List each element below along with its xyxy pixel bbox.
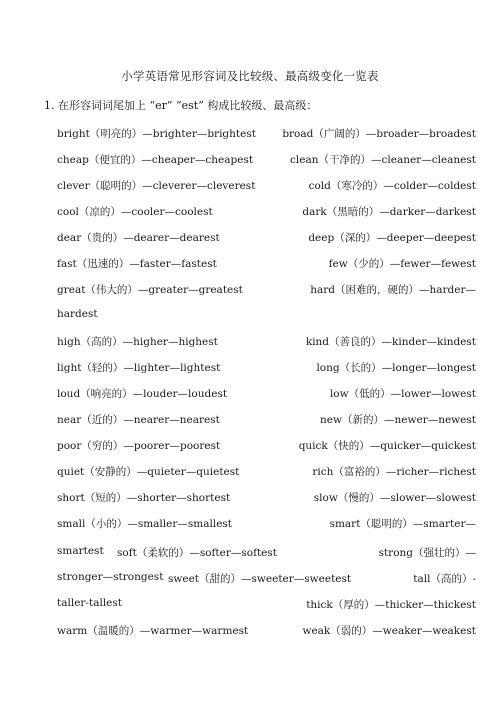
row-right-text: quick（快的）—quicker—quickest	[298, 440, 476, 452]
row-left-text: dear（贵的）—dearer—dearest	[57, 232, 220, 244]
row-left-text: bright（明亮的）—brighter—brightest	[57, 128, 256, 140]
row-right-text: few（少的）—fewer—fewest	[328, 258, 476, 270]
row-stronger-b: sweet（甜的）—sweeter—sweetest	[168, 573, 352, 585]
row-right-text: cold（寒冷的）—colder—coldest	[308, 180, 476, 192]
row-smartest-b: soft（柔软的）—softer—softest	[117, 547, 278, 559]
row-left-text: clever（聪明的）—cleverer—cleverest	[57, 180, 256, 192]
row-left-text: cheap（便宜的）—cheaper—cheapest	[57, 154, 254, 166]
row-taller-right: thick（厚的）—thicker—thickest	[306, 599, 476, 611]
row-stronger-a: stronger—strongest	[57, 571, 164, 583]
row-left-text: cool（凉的）—cooler—coolest	[57, 206, 213, 218]
row-stronger-c: tall（高的）-	[413, 573, 476, 585]
row-left-text: poor（穷的）—poorer—poorest	[57, 440, 221, 452]
row-left-text: high（高的）—higher—highest	[57, 336, 218, 348]
row-right-text: new（新的）—newer—newest	[320, 414, 476, 426]
row-left-text: light（轻的）—lighter—lightest	[57, 362, 221, 374]
row-left-text: loud（响亮的）—louder—loudest	[57, 388, 228, 400]
row-right-text: long（长的）—longer—longest	[316, 362, 476, 374]
row-right-text: rich（富裕的）—richer—richest	[312, 466, 476, 478]
row-right-text: low（低的）—lower—lowest	[329, 388, 476, 400]
row-smartest-a: smartest	[57, 545, 104, 557]
row-right-text: broad（广阔的）—broader—broadest	[282, 128, 476, 140]
row-warm-right: weak（弱的）—weaker—weakest	[302, 625, 476, 637]
row-taller-left: taller-tallest	[57, 597, 122, 609]
row-left-text: fast（迅速的）—faster—fastest	[57, 258, 217, 270]
row-left-text: short（短的）—shorter—shortest	[57, 492, 231, 504]
row-smartest-c: strong（强壮的）—	[378, 547, 476, 559]
row-right-text: clean（干净的）—cleaner—cleanest	[290, 154, 476, 166]
row-warm-left: warm（温暖的）—warmer—warmest	[57, 625, 249, 637]
section-heading: 1. 在形容词词尾加上 “er” “est” 构成比较级、最高级：	[44, 99, 318, 112]
row-left-text: great（伟大的）—greater—greatest	[57, 284, 243, 296]
row-right-text: hard（困难的，硬的）—harder—	[310, 284, 476, 296]
row-left-text: small（小的）—smaller—smallest	[57, 518, 233, 530]
page-title: 小学英语常见形容词及比较级、最高级变化一览表	[121, 69, 379, 83]
row-right-text: deep（深的）—deeper—deepest	[308, 232, 476, 244]
row-right-text: kind（善良的）—kinder—kindest	[305, 336, 476, 348]
row-left-text: near（近的）—nearer—nearest	[57, 414, 220, 426]
row-left-text: quiet（安静的）—quieter—quietest	[57, 466, 240, 478]
row-right-text: smart（聪明的）—smarter—	[329, 518, 476, 530]
row-right-text: dark（黑暗的）—darker—darkest	[302, 206, 476, 218]
row-right-text: slow（慢的）—slower—slowest	[313, 492, 476, 504]
row-left-text: hardest	[57, 308, 98, 320]
